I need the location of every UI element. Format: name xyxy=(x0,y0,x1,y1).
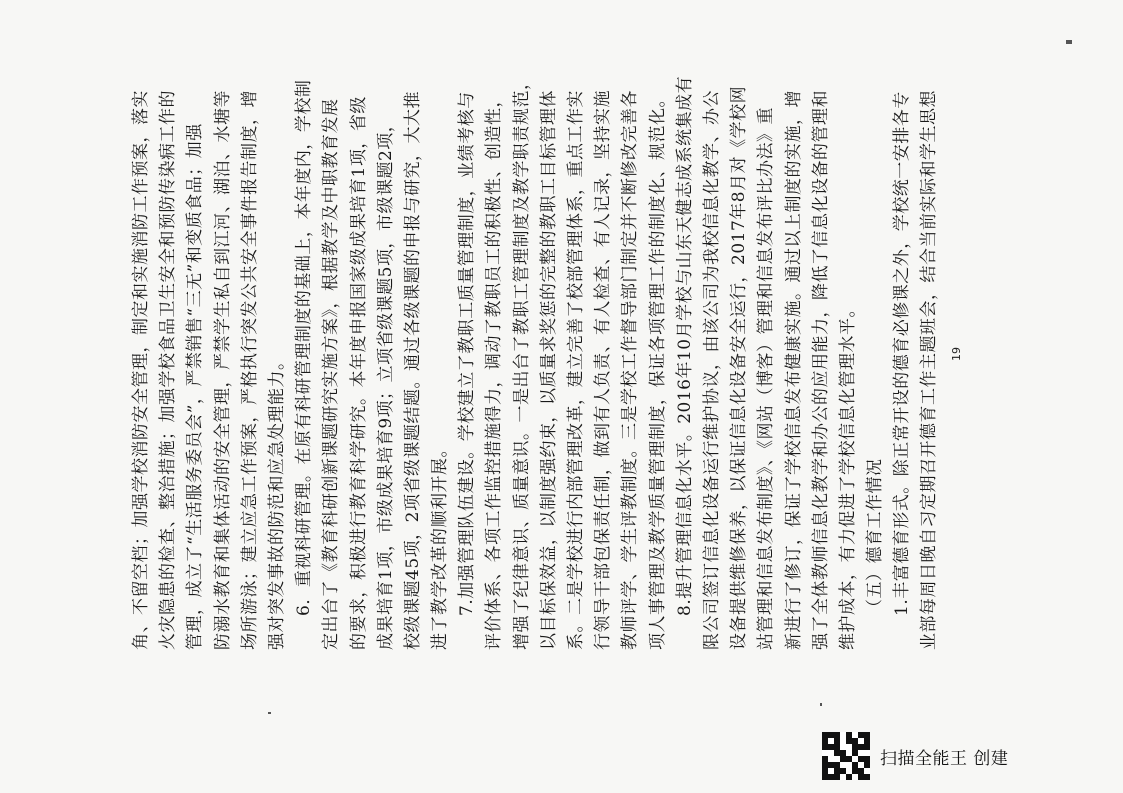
text-line: 6．重视科研管理。在原有科研管理制度的基础上，本年度内，学校制 xyxy=(294,79,315,616)
scanner-watermark xyxy=(822,732,1008,780)
text-line: 8.提升管理信息化水平。2016年10月学校与山东天健志成系统集成有 xyxy=(674,75,695,616)
text-line: 维护成本，有力促进了学校信息化管理水平。 xyxy=(837,300,858,650)
text-line: 强了全体教师信息化教学和办公的应用能力，降低了信息化设备的管理和 xyxy=(810,90,831,650)
text-line: 限公司签订信息化设备运行维护协议，由该公司为我校信息化教学、办公 xyxy=(701,90,722,650)
text-line: 以目标保效益，以制度强约束，以质量求奖惩的完整的教职工目标管理体 xyxy=(538,90,559,650)
scanner-watermark-text: 扫描全能王 创建 xyxy=(880,748,1009,769)
scan-speck xyxy=(820,703,822,706)
text-line: （五）德育工作情况 xyxy=(865,458,886,616)
text-line: 防溺水教育和集体活动的安全管理，严禁学生私自到江河、湖泊、水塘等 xyxy=(212,90,233,650)
text-line: 1.丰富德育形式。除正常开设的德育必修课之外，学校统一安排各专 xyxy=(892,91,913,616)
text-line: 教师评学、学生评教制度。三是学校工作督导部门制定并不断修改完善各 xyxy=(620,90,641,650)
text-line: 进了教学改革的顺利开展。 xyxy=(430,440,451,650)
text-line: 业部每周日晚自习定期召开德育工作主题班会，结合当前实际和学生思想 xyxy=(919,90,940,650)
document-body xyxy=(128,60,944,650)
text-line: 火灾隐患的检查、整治措施；加强学校食品卫生安全和预防传染病工作的 xyxy=(158,90,179,650)
text-line: 校级课题45项，2项省级课题结题。通过各级课题的申报与研究，大大推 xyxy=(402,91,423,650)
text-line: 定出台了《教育科研创新课题研究实施方案》，根据教学及中职教育发展 xyxy=(321,98,342,650)
text-line: 管理，成立了“生活服务委员会”，严禁销售“三无”和变质食品；加强 xyxy=(185,123,206,650)
text-line: 增强了纪律意识、质量意识。一是出台了教职工管理制度及教学职责规范， xyxy=(511,72,532,650)
text-line: 评价体系、各项工作监控措施得力，调动了教职员工的积极性、创造性， xyxy=(484,90,505,650)
text-line: 强对突发事故的防范和应急处理能力。 xyxy=(266,352,287,650)
text-line: 项人事管理及教学质量管理制度，保证各项管理工作的制度化、规范化。 xyxy=(647,90,668,650)
text-line: 7.加强管理队伍建设。学校建立了教职工质量管理制度，业绩考核与 xyxy=(457,91,478,616)
scan-speck xyxy=(1066,40,1072,44)
text-line: 成果培育1项，市级成果培育9项；立项省级课题5项，市级课题2项， xyxy=(375,114,396,650)
scan-speck xyxy=(268,712,271,714)
rotated-text-region xyxy=(128,60,984,650)
text-line: 的要求，积极进行教育科学研究。本年度申报国家级成果培育1项，省级 xyxy=(348,96,369,650)
text-line: 场所游泳；建立应急工作预案，严格执行突发公共安全事件报告制度，增 xyxy=(239,90,260,650)
qr-code-icon xyxy=(822,732,870,780)
text-line: 行领导干部包保责任制，做到有人负责、有人检查、有人记录，坚持实施 xyxy=(593,90,614,650)
text-line: 站管理和信息发布制度》、《网站（博客）管理和信息发布评比办法》重 xyxy=(756,107,777,650)
text-line: 新进行了修订，保证了学校信息发布健康实施。通过以上制度的实施，增 xyxy=(783,90,804,650)
text-line: 角、不留空档；加强学校消防安全管理，制定和实施消防工作预案，落实 xyxy=(131,90,151,650)
text-line: 设备提供维修保养，以保证信息化设备安全运行，2017年8月对《学校网 xyxy=(729,85,750,650)
text-line: 系。二是学校进行内部管理改革，建立完善了校部管理体系，重点工作实 xyxy=(566,90,586,650)
page-number: 19 xyxy=(950,347,963,361)
